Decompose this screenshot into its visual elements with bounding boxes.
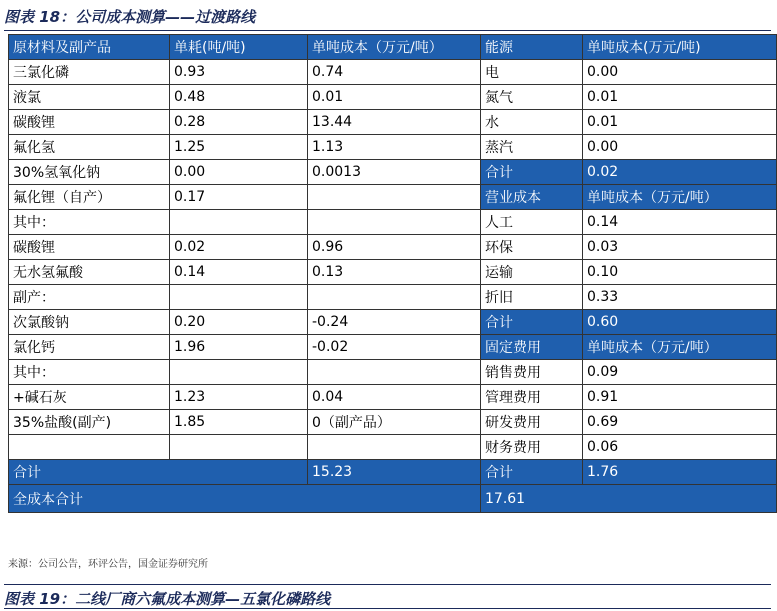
table-row [9,110,777,135]
unit-cost-cell: 0.96 [308,235,481,260]
energy-cell: 合计 [481,160,583,185]
unit-cost-cell [308,185,481,210]
table-row [9,60,777,85]
energy-cost-cell: 0.02 [583,160,777,185]
table-row [9,260,777,285]
table-row [9,335,777,360]
unit-cost-cell: 0.0013 [308,160,481,185]
energy-cell: 水 [481,110,583,135]
energy-cost-cell: 0.01 [583,85,777,110]
unit-cost-cell: 0.01 [308,85,481,110]
table-row [9,285,777,310]
unit-cost-cell: 13.44 [308,110,481,135]
unit-cost-cell: 0.04 [308,385,481,410]
energy-cell: 固定费用 [481,335,583,360]
energy-cost-cell: 单吨成本（万元/吨） [583,335,777,360]
consumption-cell [170,360,308,385]
energy-cell: 人工 [481,210,583,235]
energy-cost-cell: 0.91 [583,385,777,410]
material-cell: 无水氢氟酸 [9,260,170,285]
unit-cost-cell [308,435,481,460]
divider [4,608,771,609]
consumption-cell: 0.48 [170,85,308,110]
unit-cost-cell: 0（副产品） [308,410,481,435]
energy-cell: 营业成本 [481,185,583,210]
consumption-cell: 0.02 [170,235,308,260]
material-cell: 30%氢氧化钠 [9,160,170,185]
energy-cell: 折旧 [481,285,583,310]
energy-cost-cell: 0.06 [583,435,777,460]
energy-cell: 财务费用 [481,435,583,460]
table-row [9,310,777,335]
total-value: 15.23 [308,460,481,485]
energy-cost-cell: 0.03 [583,235,777,260]
material-cell: 碳酸锂 [9,110,170,135]
material-cell: 氯化钙 [9,335,170,360]
energy-cell: 电 [481,60,583,85]
material-cell: 次氯酸钠 [9,310,170,335]
consumption-cell: 0.17 [170,185,308,210]
table-row [9,160,777,185]
material-cell [9,435,170,460]
unit-cost-cell: -0.24 [308,310,481,335]
figure-title: 图表 18：公司成本测算——过渡路线 [4,4,771,31]
energy-cost-cell: 单吨成本（万元/吨） [583,185,777,210]
header-energy-cost: 单吨成本(万元/吨) [583,35,777,60]
consumption-cell: 0.00 [170,160,308,185]
energy-cell: 研发费用 [481,410,583,435]
cost-table [8,34,777,513]
energy-cost-cell: 0.10 [583,260,777,285]
material-cell: 三氯化磷 [9,60,170,85]
consumption-cell [170,210,308,235]
table-row [9,210,777,235]
grand-total-value: 17.61 [481,485,777,513]
energy-cell: 环保 [481,235,583,260]
energy-cost-cell: 0.00 [583,135,777,160]
energy-cost-cell: 0.69 [583,410,777,435]
material-cell: 35%盐酸(副产) [9,410,170,435]
header-consumption: 单耗(吨/吨) [170,35,308,60]
header-unit-cost: 单吨成本（万元/吨） [308,35,481,60]
header-energy: 能源 [481,35,583,60]
table-row [9,185,777,210]
material-cell: +碱石灰 [9,385,170,410]
energy-cell: 运输 [481,260,583,285]
energy-cost-cell: 0.33 [583,285,777,310]
unit-cost-cell: -0.02 [308,335,481,360]
consumption-cell: 0.28 [170,110,308,135]
material-cell: 副产： [9,285,170,310]
consumption-cell: 1.23 [170,385,308,410]
material-cell: 氟化锂（自产） [9,185,170,210]
energy-cost-cell: 0.00 [583,60,777,85]
consumption-cell [170,285,308,310]
energy-cell: 蒸汽 [481,135,583,160]
material-cell: 其中： [9,360,170,385]
table-row [9,135,777,160]
consumption-cell: 1.85 [170,410,308,435]
unit-cost-cell [308,210,481,235]
energy-cost-cell: 0.01 [583,110,777,135]
consumption-cell: 0.14 [170,260,308,285]
table-row [9,85,777,110]
unit-cost-cell [308,285,481,310]
energy-cell: 销售费用 [481,360,583,385]
table-row [9,360,777,385]
total-label: 合计 [9,460,308,485]
table-row [9,235,777,260]
header-row [9,35,777,60]
consumption-cell [170,435,308,460]
consumption-cell: 1.96 [170,335,308,360]
grand-total-label: 全成本合计 [9,485,481,513]
total-row [9,460,777,485]
consumption-cell: 0.20 [170,310,308,335]
energy-cost-cell: 0.60 [583,310,777,335]
material-cell: 氟化氢 [9,135,170,160]
energy-cell: 氮气 [481,85,583,110]
consumption-cell: 1.25 [170,135,308,160]
unit-cost-cell: 0.74 [308,60,481,85]
energy-cell: 合计 [481,310,583,335]
energy-cost-cell: 0.09 [583,360,777,385]
material-cell: 液氯 [9,85,170,110]
energy-cell: 管理费用 [481,385,583,410]
table-row [9,410,777,435]
grand-total-row [9,485,777,513]
table-row [9,385,777,410]
total-energy-value: 1.76 [583,460,777,485]
unit-cost-cell [308,360,481,385]
material-cell: 碳酸锂 [9,235,170,260]
divider [4,584,771,585]
consumption-cell: 0.93 [170,60,308,85]
energy-cost-cell: 0.14 [583,210,777,235]
total-energy-label: 合计 [481,460,583,485]
header-material: 原材料及副产品 [9,35,170,60]
unit-cost-cell: 1.13 [308,135,481,160]
material-cell: 其中： [9,210,170,235]
source-note: 来源：公司公告，环评公告，国金证券研究所 [8,559,208,570]
next-figure-title: 图表 19：二线厂商六氟成本测算—五氯化磷路线 [4,590,331,608]
unit-cost-cell: 0.13 [308,260,481,285]
table-row [9,435,777,460]
